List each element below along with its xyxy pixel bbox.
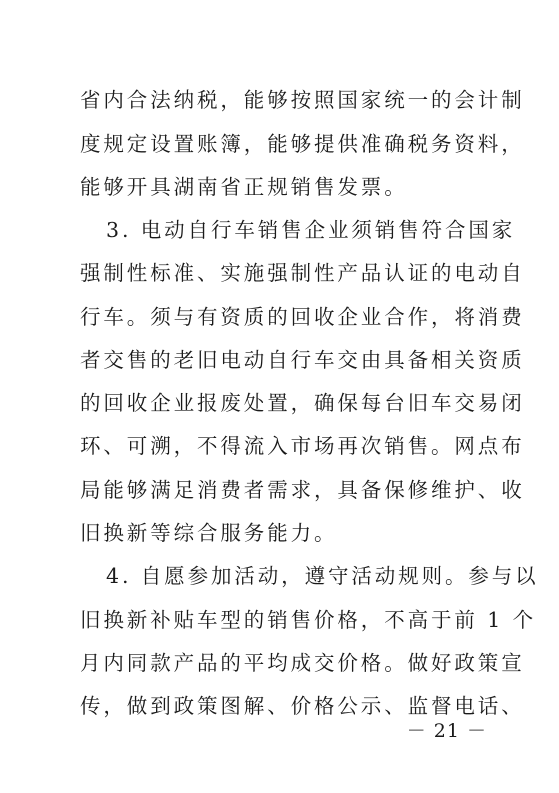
body-text-line: 能够开具湖南省正规销售发票。	[80, 175, 408, 199]
body-text-line: 传，做到政策图解、价格公示、监督电话、	[80, 694, 525, 718]
paragraph-3-start: 3. 电动自行车销售企业须销售符合国家	[106, 218, 516, 242]
body-text-line: 强制性标准、实施强制性产品认证的电动自	[80, 261, 525, 285]
body-text-line: 环、可溯，不得流入市场再次销售。网点布	[80, 434, 525, 458]
body-text-line: 局能够满足消费者需求，具备保修维护、收	[80, 478, 525, 502]
body-text-line: 行车。须与有资质的回收企业合作，将消费	[80, 305, 525, 329]
body-text-line: 者交售的老旧电动自行车交由具备相关资质	[80, 348, 525, 372]
body-text-line: 月内同款产品的平均成交价格。做好政策宣	[80, 651, 525, 675]
body-text-line: 省内合法纳税，能够按照国家统一的会计制	[80, 88, 525, 112]
body-text-line: 度规定设置账簿，能够提供准确税务资料，	[80, 132, 525, 156]
page-number: － 21 －	[406, 720, 487, 742]
body-text-line: 的回收企业报废处置，确保每台旧车交易闭	[80, 391, 525, 415]
body-text-line: 旧换新补贴车型的销售价格，不高于前 1 个	[80, 608, 536, 632]
body-text-line: 旧换新等综合服务能力。	[80, 521, 338, 545]
paragraph-4-start: 4. 自愿参加活动，遵守活动规则。参与以	[106, 564, 539, 588]
